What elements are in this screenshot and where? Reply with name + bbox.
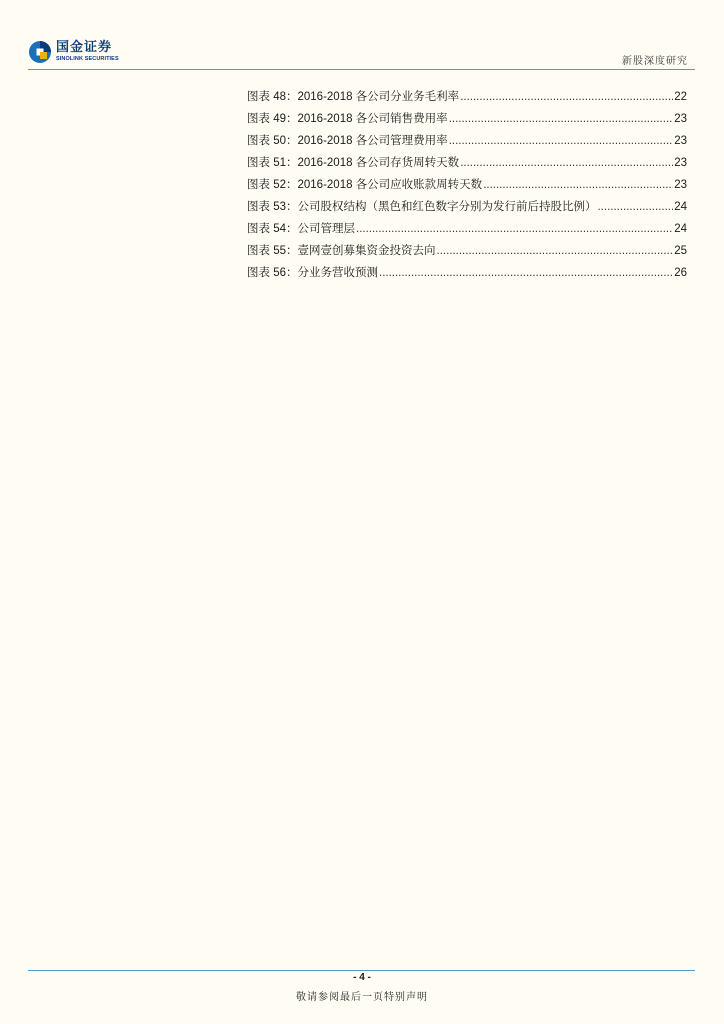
toc-leader-dots — [356, 223, 673, 235]
toc-entry-label: 图表 51：2016-2018 各公司存货周转天数 — [247, 157, 460, 169]
toc-leader-dots — [460, 157, 673, 169]
toc-entry[interactable] — [247, 242, 687, 264]
toc-entry-page: 25 — [674, 245, 687, 257]
toc-entry-label: 图表 48：2016-2018 各公司分业务毛利率 — [247, 91, 460, 103]
toc-leader-dots — [483, 179, 673, 191]
toc-entry-label: 图表 56：分业务营收预测 — [247, 267, 378, 279]
toc-entry[interactable] — [247, 132, 687, 154]
toc-entry-page: 26 — [674, 267, 687, 279]
toc-entry[interactable] — [247, 88, 687, 110]
toc-entry-label: 图表 50：2016-2018 各公司管理费用率 — [247, 135, 448, 147]
toc-entry[interactable] — [247, 154, 687, 176]
toc-leader-dots — [437, 245, 674, 257]
toc-entry-page: 23 — [674, 179, 687, 191]
toc-leader-dots — [449, 135, 674, 147]
toc-leader-dots — [379, 267, 673, 279]
toc-entry-page: 23 — [674, 113, 687, 125]
footer-disclaimer: 敬请参阅最后一页特别声明 — [296, 992, 428, 1003]
logo-english-name: SINOLINK SECURITIES — [56, 56, 119, 62]
toc-entry-label: 图表 49：2016-2018 各公司销售费用率 — [247, 113, 448, 125]
toc-entry-label: 图表 55：壹网壹创募集资金投资去向 — [247, 245, 436, 257]
toc-leader-dots — [597, 201, 673, 213]
page-number: - 4 - — [353, 972, 371, 983]
page-header — [0, 0, 724, 72]
toc-leader-dots — [460, 91, 673, 103]
toc-entry-page: 23 — [674, 135, 687, 147]
report-type: 新股深度研究 — [622, 56, 688, 67]
toc-entry[interactable] — [247, 198, 687, 220]
toc-entry[interactable] — [247, 110, 687, 132]
toc-leader-dots — [449, 113, 674, 125]
toc-entry[interactable] — [247, 220, 687, 242]
toc-entry-label: 图表 52：2016-2018 各公司应收账款周转天数 — [247, 179, 483, 191]
figure-index — [247, 88, 687, 286]
toc-entry-label: 图表 53：公司股权结构（黑色和红色数字分别为发行前后持股比例） — [247, 201, 597, 213]
toc-entry[interactable] — [247, 176, 687, 198]
toc-entry-label: 图表 54：公司管理层 — [247, 223, 355, 235]
company-logo — [28, 40, 119, 64]
toc-entry[interactable] — [247, 264, 687, 286]
logo-chinese-name: 国金证券 — [56, 40, 113, 55]
footer-divider — [28, 970, 695, 971]
logo-icon — [28, 40, 52, 64]
toc-entry-page: 22 — [674, 91, 687, 103]
toc-entry-page: 23 — [674, 157, 687, 169]
header-divider — [28, 69, 695, 70]
toc-entry-page: 24 — [674, 223, 687, 235]
toc-entry-page: 24 — [674, 201, 687, 213]
